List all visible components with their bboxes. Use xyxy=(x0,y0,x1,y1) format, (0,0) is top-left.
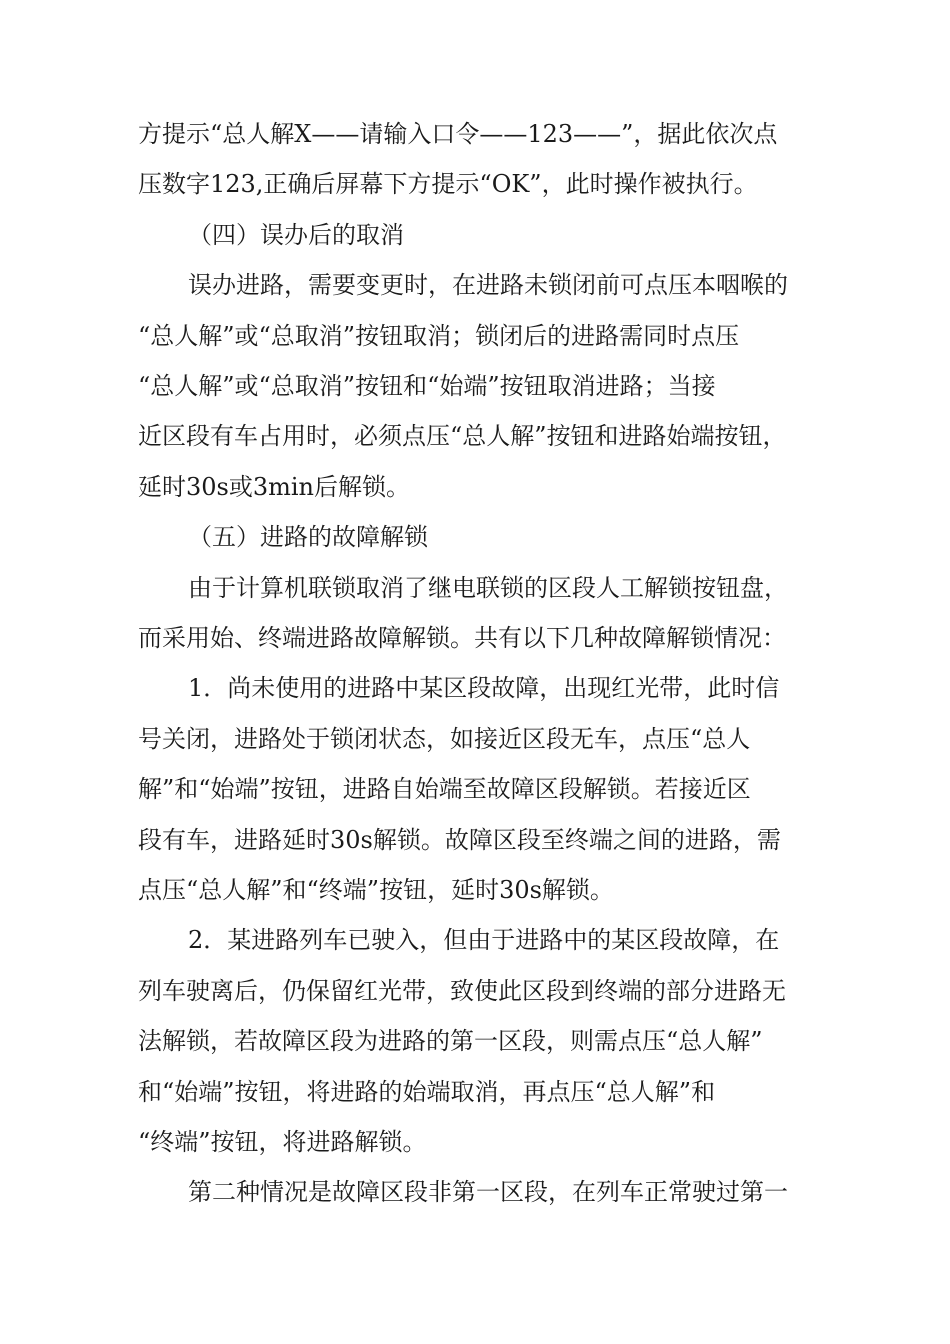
text-line: 点压“总人解”和“终端”按钮，延时30s解锁。 xyxy=(138,876,614,904)
text-line: 列车驶离后，仍保留红光带，致使此区段到终端的部分进路无 xyxy=(138,977,786,1005)
text-line: 压数字123,正确后屏幕下方提示“OK”，此时操作被执行。 xyxy=(138,170,758,198)
text-line: 近区段有车占用时，必须点压“总人解”按钮和进路始端按钮， xyxy=(138,422,787,450)
text-line: 由于计算机联锁取消了继电联锁的区段人工解锁按钮盘， xyxy=(188,574,788,602)
text-line: 误办进路，需要变更时，在进路未锁闭前可点压本咽喉的 xyxy=(188,271,788,299)
text-line: “终端”按钮，将进路解锁。 xyxy=(138,1128,427,1156)
text-line: 解”和“始端”按钮，进路自始端至故障区段解锁。若接近区 xyxy=(138,775,751,803)
text-line: 方提示“总人解X——请输入口令——123——”，据此依次点 xyxy=(138,120,778,148)
text-line: 法解锁，若故障区段为进路的第一区段，则需点压“总人解” xyxy=(138,1027,763,1055)
text-line: 段有车，进路延时30s解锁。故障区段至终端之间的进路，需 xyxy=(138,826,781,854)
text-line: 2．某进路列车已驶入，但由于进路中的某区段故障，在 xyxy=(188,926,780,954)
text-line: （五）进路的故障解锁 xyxy=(188,523,428,551)
text-line: 第二种情况是故障区段非第一区段，在列车正常驶过第一 xyxy=(188,1178,788,1206)
text-line: （四）误办后的取消 xyxy=(188,221,404,249)
text-line: 延时30s或3min后解锁。 xyxy=(138,473,411,501)
text-line: 1．尚未使用的进路中某区段故障，出现红光带，此时信 xyxy=(188,674,780,702)
text-line: 和“始端”按钮，将进路的始端取消，再点压“总人解”和 xyxy=(138,1078,716,1106)
text-line: 号关闭，进路处于锁闭状态，如接近区段无车，点压“总人 xyxy=(138,725,751,753)
text-line: 而采用始、终端进路故障解锁。共有以下几种故障解锁情况： xyxy=(138,624,786,652)
text-line: “总人解”或“总取消”按钮取消；锁闭后的进路需同时点压 xyxy=(138,322,740,350)
text-line: “总人解”或“总取消”按钮和“始端”按钮取消进路；当接 xyxy=(138,372,716,400)
